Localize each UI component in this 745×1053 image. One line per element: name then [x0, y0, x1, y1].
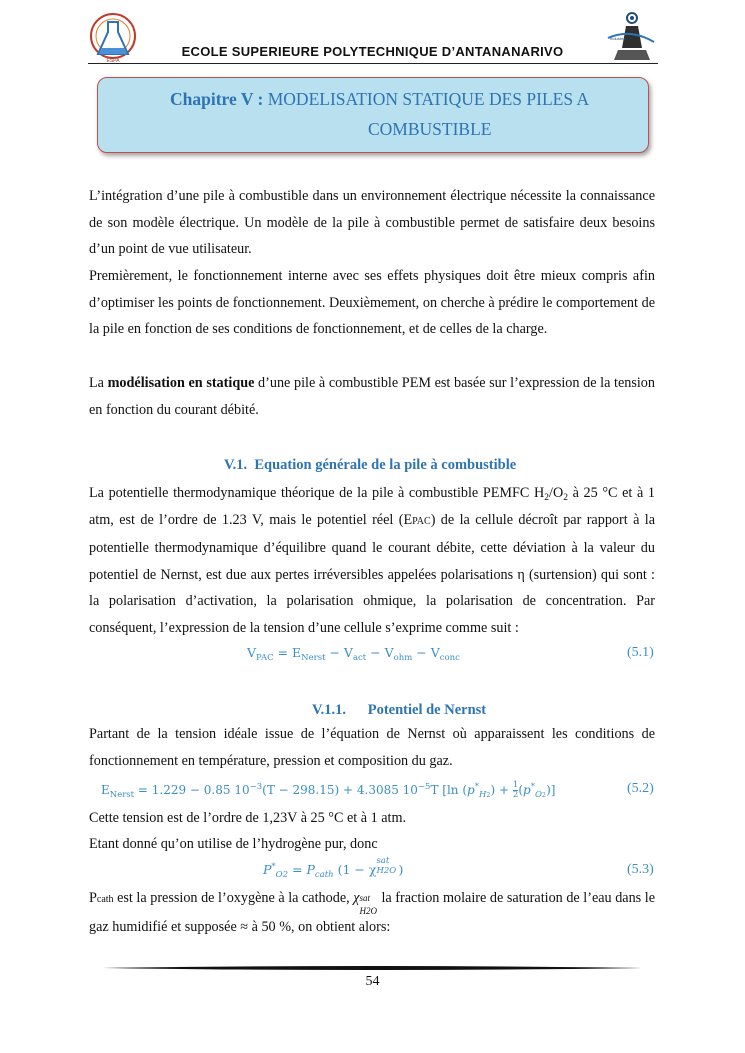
section-heading-v1: V.1. Equation générale de la pile à combustible	[224, 457, 517, 473]
chapter-title-box	[97, 77, 649, 153]
intro-paragraph-3: La modélisation en statique d’une pile à combustible PEM est basée sur l’expression de la tension en fonction du courant débité.	[89, 375, 655, 418]
chapter-title-text: MODELISATION STATIQUE DES PILES A	[263, 89, 590, 109]
esp-flask-logo-icon	[88, 10, 138, 68]
chapter-label: Chapitre V :	[170, 89, 264, 109]
section-v1-1-paragraph-2: Cette tension est de l’ordre de 1,23V à 25 °C et à 1 atm.	[89, 810, 407, 826]
equation-number-5-3: (5.3)	[627, 862, 654, 877]
page-number: 54	[365, 974, 380, 989]
school-name: ECOLE SUPERIEURE POLYTECHNIQUE D’ANTANANARIVO	[181, 44, 564, 59]
intro-paragraph-1: L’intégration d’une pile à combustible dans un environnement électrique nécessite la connaissance de son modèle électrique. Un modèle de la pile à combustible permet de satisfaire deux besoins d’un point de vue utilisateur.	[89, 188, 655, 257]
section-v1-paragraph: La potentielle thermodynamique théorique de la pile à combustible PEMFC $H_2/O_2$ à 25 °C et à 1 atm, est de l’ordre de 1.23 V, mais le potentiel réel (EPAC) de la cellule décroît par rapport à la potentielle thermodynamique d’équilibre quand le courant débite, cette déviation à la valeur du potentiel de Nernst, est due aux pertes irréversibles appelées polarisations η (surtension) qui sont : la polarisation d’activation, la polarisation ohmique, la polarisation de concentration. Par conséquent, l’expression de la tension d’une cellule s’exprime comme suit :	[89, 485, 655, 636]
equation-5-2: $E_{Nerst} = 1.229 - 0.85$ $10^{-3}(T - 298.15) + 4.3085$ $10^{-5}T$ [ln $(p^*_{H2})$ + $\frac{1}{2}$ $(p^*_{O2})$]	[101, 780, 556, 800]
equation-5-3: $P^*_{O2} = P_{cath}$ (1 − χ sat H2O )	[263, 856, 404, 880]
header-divider	[88, 63, 658, 64]
equation-5-1: $V_{PAC} = E_{Nerst} - V_{act} - V_{ohm} - V_{conc}$	[247, 645, 460, 663]
section-heading-v1-1: V.1.1. Potentiel de Nernst	[312, 702, 487, 718]
intro-paragraph-2: Premièrement, le fonctionnement interne avec ses effets physiques doit être mieux compris afin d’optimiser les points de fonctionnement. Deuxièmement, on cherche à prédire le comportement de la pile en fonction de ses conditions de fonctionnement, et de celles de la charge.	[89, 268, 655, 337]
svg-text:ESPA: ESPA	[106, 58, 120, 64]
svg-text:Industrial: Industrial	[610, 36, 627, 41]
chapter-title-line2: COMBUSTIBLE	[368, 119, 492, 139]
equation-number-5-1: (5.1)	[627, 645, 654, 660]
section-v1-1-paragraph-1: Partant de la tension idéale issue de l’équation de Nernst où apparaissent les conditions de fonctionnement en température, pression et composition du gaz.	[89, 726, 655, 769]
industrial-engineering-logo-icon	[600, 8, 660, 68]
equation-number-5-2: (5.2)	[627, 781, 654, 796]
chapter-title-line1	[170, 89, 589, 110]
footer-divider	[102, 965, 642, 971]
fraction-one-half: $\frac{1}{2}$	[512, 780, 519, 800]
bold-term: modélisation en statique	[107, 375, 255, 391]
section-v1-1-paragraph-3: Etant donné qu’on utilise de l’hydrogène pur, donc	[89, 836, 378, 852]
section-v1-1-paragraph-4: Pcath est la pression de l’oxygène à la cathode, χ sat H2O la fraction molaire de saturation de l’eau dans le gaz humidifié et supposée ≈ à 50 %, on obtient alors:	[89, 890, 656, 935]
